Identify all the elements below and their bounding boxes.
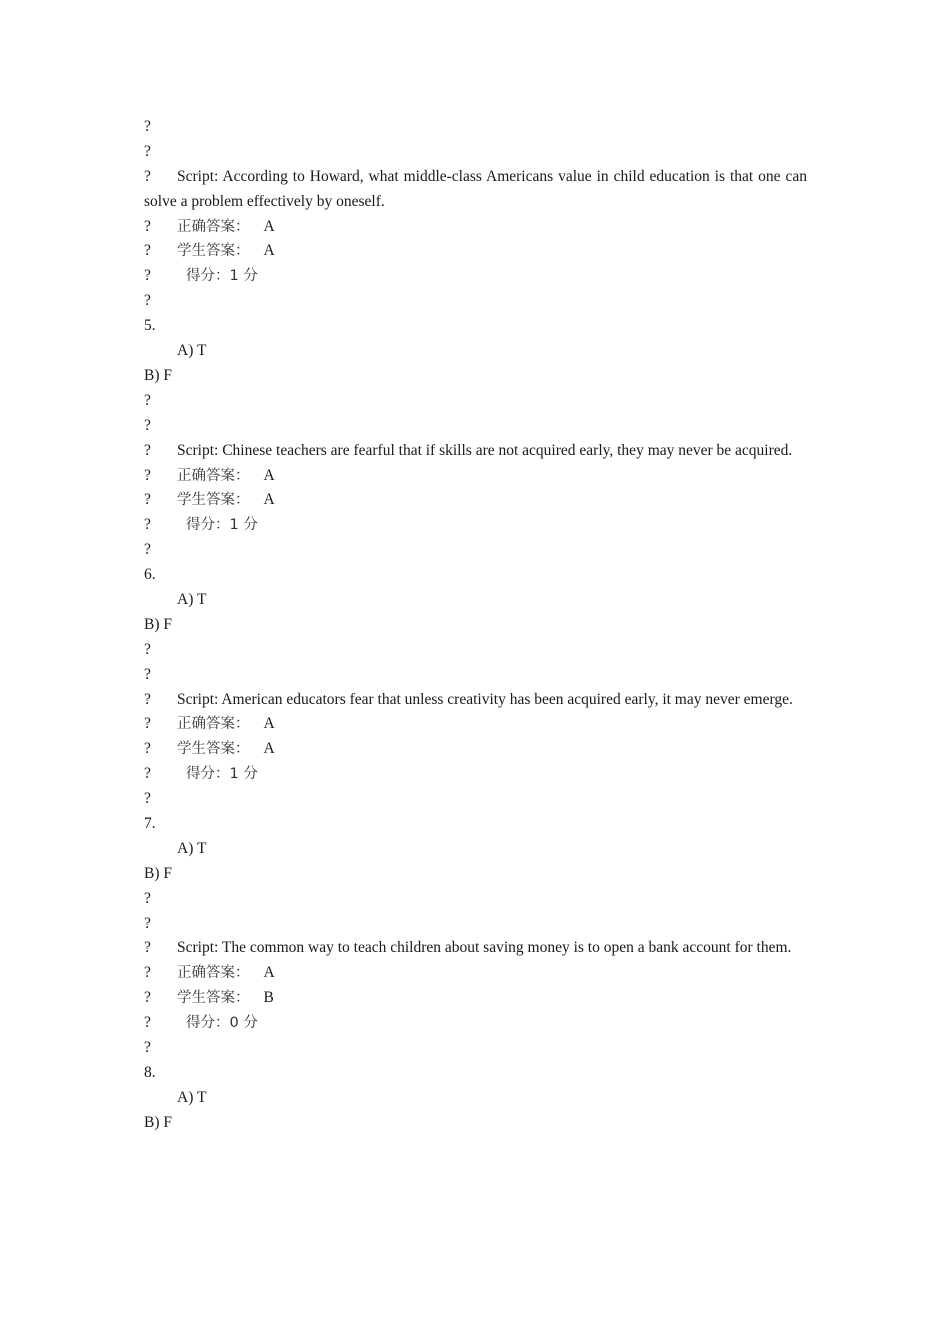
- marker: ?: [144, 740, 151, 758]
- marker-line: [144, 538, 807, 563]
- correct-answer-line: [144, 961, 807, 986]
- marker: ?: [144, 118, 151, 135]
- marker-line: [144, 115, 807, 140]
- question-number: 5.: [144, 317, 156, 335]
- marker: ?: [144, 765, 151, 783]
- student-answer-value: A: [263, 740, 275, 758]
- marker: ?: [144, 541, 151, 559]
- score-line: [144, 762, 807, 787]
- marker: ?: [144, 640, 151, 658]
- option-b: B) F: [144, 366, 172, 384]
- marker: ?: [144, 690, 151, 708]
- marker: ?: [144, 267, 151, 285]
- correct-answer-value: A: [263, 217, 275, 235]
- student-answer-line: [144, 239, 807, 264]
- score-line: [144, 264, 807, 289]
- correct-answer-label: 正确答案：: [177, 965, 250, 982]
- correct-answer-line: [144, 215, 807, 240]
- student-answer-label: 学生答案：: [177, 990, 250, 1007]
- script-text: Script: According to Howard, what middle-class Americans value in child education is that one can solve a problem effectively by oneself.: [144, 167, 807, 210]
- script-paragraph: [144, 936, 807, 961]
- option-b: B) F: [144, 864, 172, 882]
- correct-answer-line: [144, 464, 807, 489]
- student-answer-value: B: [263, 989, 274, 1007]
- correct-answer-label: 正确答案：: [177, 716, 250, 733]
- marker-line: [144, 912, 807, 937]
- marker-line: [144, 140, 807, 165]
- marker: ?: [144, 167, 151, 185]
- script-text: Script: Chinese teachers are fearful that if skills are not acquired early, they may never be acquired.: [177, 441, 793, 459]
- quiz-content: [144, 115, 807, 1136]
- option-a: A) T: [177, 590, 207, 608]
- marker: ?: [144, 242, 151, 260]
- score-line: [144, 513, 807, 538]
- question-number: 8.: [144, 1063, 156, 1081]
- marker-line: [144, 887, 807, 912]
- student-answer-label: 学生答案：: [177, 243, 250, 260]
- marker-line: [144, 638, 807, 663]
- student-answer-line: [144, 488, 807, 513]
- marker-line: [144, 289, 807, 314]
- marker: ?: [144, 516, 151, 534]
- student-answer-line: [144, 737, 807, 762]
- marker: ?: [144, 217, 151, 235]
- marker: ?: [144, 441, 151, 459]
- script-text: Script: The common way to teach children about saving money is to open a bank account for them.: [177, 939, 792, 957]
- correct-answer-label: 正确答案：: [177, 467, 250, 484]
- option-b: B) F: [144, 615, 172, 633]
- marker: ?: [144, 989, 151, 1007]
- marker: ?: [144, 889, 151, 907]
- correct-answer-label: 正确答案：: [177, 218, 250, 235]
- marker: ?: [144, 790, 151, 808]
- script-paragraph: [144, 439, 807, 464]
- marker: ?: [144, 665, 151, 683]
- marker: ?: [144, 142, 151, 160]
- student-answer-value: A: [263, 242, 275, 260]
- script-text: Script: American educators fear that unless creativity has been acquired early, it may never emerge.: [177, 690, 793, 708]
- marker: ?: [144, 391, 151, 409]
- student-answer-value: A: [263, 491, 275, 509]
- marker: ?: [144, 491, 151, 509]
- marker: ?: [144, 466, 151, 484]
- question-number: 6.: [144, 566, 156, 584]
- marker-line: [144, 389, 807, 414]
- student-answer-line: [144, 986, 807, 1011]
- question-number: 7.: [144, 815, 156, 832]
- marker: ?: [144, 964, 151, 982]
- marker-line: [144, 1036, 807, 1061]
- correct-answer-line: [144, 712, 807, 737]
- correct-answer-value: A: [263, 466, 275, 484]
- marker: ?: [144, 416, 151, 434]
- score-text: 得分：1 分: [186, 766, 258, 783]
- student-answer-label: 学生答案：: [177, 492, 250, 509]
- marker-line: [144, 414, 807, 439]
- option-b: B) F: [144, 1113, 172, 1131]
- marker: ?: [144, 939, 151, 957]
- option-a: A) T: [177, 839, 207, 857]
- marker: ?: [144, 715, 151, 733]
- script-paragraph: [144, 688, 807, 713]
- correct-answer-value: A: [263, 715, 275, 733]
- score-text: 得分：1 分: [186, 268, 258, 285]
- option-a: A) T: [177, 342, 207, 360]
- student-answer-label: 学生答案：: [177, 741, 250, 758]
- marker-line: [144, 787, 807, 812]
- marker: ?: [144, 1014, 151, 1032]
- score-text: 得分：1 分: [186, 517, 258, 534]
- marker: ?: [144, 292, 151, 310]
- score-text: 得分：0 分: [186, 1015, 258, 1032]
- marker-line: [144, 663, 807, 688]
- option-a: A) T: [177, 1088, 207, 1106]
- script-paragraph: [144, 165, 807, 215]
- marker: ?: [144, 1039, 151, 1057]
- marker: ?: [144, 914, 151, 932]
- score-line: [144, 1011, 807, 1036]
- correct-answer-value: A: [263, 964, 275, 982]
